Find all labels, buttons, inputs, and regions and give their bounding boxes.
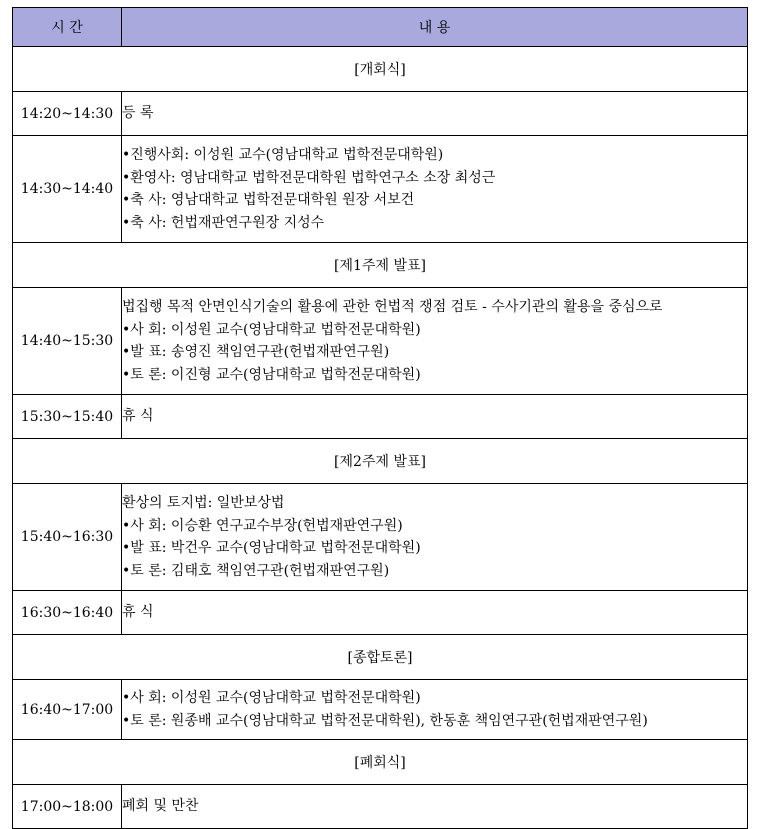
schedule-row — [13, 591, 748, 635]
schedule-row — [13, 288, 748, 395]
content-line: •발 표: 박건우 교수(영남대학교 법학전문대학원) — [122, 540, 421, 556]
content-line: •발 표: 송영진 책임연구관(헌법재판연구원) — [122, 344, 390, 360]
program-schedule-table — [12, 7, 748, 829]
section-row — [13, 740, 748, 785]
content-line: •토 론: 원종배 교수(영남대학교 법학전문대학원), 한동훈 책임연구관(헌법재판연구원) — [122, 712, 648, 729]
section-title: [개회식] — [13, 47, 748, 92]
content-line: •축 사: 헌법재판연구원장 지성수 — [122, 214, 325, 231]
section-row — [13, 635, 748, 680]
time-cell: 17:00~18:00 — [13, 785, 122, 829]
time-cell: 15:40~16:30 — [13, 484, 122, 591]
content-cell — [122, 680, 748, 740]
content-line: •사 회: 이성원 교수(영남대학교 법학전문대학원) — [122, 690, 421, 706]
content-cell — [122, 92, 748, 136]
section-title: [제1주제 발표] — [13, 243, 748, 288]
schedule-row — [13, 785, 748, 829]
time-cell: 14:40~15:30 — [13, 288, 122, 395]
content-line: •사 회: 이승환 연구교수부장(헌법재판연구원) — [122, 517, 403, 534]
content-cell — [122, 395, 748, 439]
table-header-row — [13, 8, 748, 47]
content-line: 폐회 및 만찬 — [122, 798, 199, 815]
content-cell — [122, 288, 748, 395]
content-line: •토 론: 김태호 책임연구관(헌법재판연구원) — [122, 562, 390, 579]
section-title: [제2주제 발표] — [13, 439, 748, 484]
section-title: [종합토론] — [13, 635, 748, 680]
content-line: •토 론: 이진형 교수(영남대학교 법학전문대학원) — [122, 366, 421, 383]
content-line: 환상의 토지법: 일반보상법 — [122, 495, 285, 511]
section-row — [13, 439, 748, 484]
content-cell — [122, 484, 748, 591]
content-cell — [122, 591, 748, 635]
schedule-row — [13, 395, 748, 439]
time-cell: 14:30~14:40 — [13, 136, 122, 243]
content-line: 휴 식 — [122, 604, 154, 621]
content-cell — [122, 785, 748, 829]
content-line: 휴 식 — [122, 408, 154, 425]
schedule-body — [13, 47, 748, 829]
section-row — [13, 243, 748, 288]
time-cell: 16:30~16:40 — [13, 591, 122, 635]
schedule-row — [13, 92, 748, 136]
time-cell: 15:30~15:40 — [13, 395, 122, 439]
content-line: 등 록 — [122, 105, 154, 122]
time-cell: 16:40~17:00 — [13, 680, 122, 740]
schedule-row — [13, 680, 748, 740]
content-line: •축 사: 영남대학교 법학전문대학원 원장 서보건 — [122, 192, 415, 208]
schedule-row — [13, 136, 748, 243]
header-content: 내 용 — [122, 8, 748, 47]
content-line: •진행사회: 이성원 교수(영남대학교 법학전문대학원) — [122, 147, 444, 163]
time-cell: 14:20~14:30 — [13, 92, 122, 136]
section-title: [폐회식] — [13, 740, 748, 785]
content-line: •환영사: 영남대학교 법학전문대학원 법학연구소 소장 최성근 — [122, 169, 496, 186]
schedule-row — [13, 484, 748, 591]
header-time: 시 간 — [13, 8, 122, 47]
content-line: 법집행 목적 안면인식기술의 활용에 관한 헌법적 쟁점 검토 - 수사기관의 활용을 중심으로 — [122, 299, 663, 315]
content-cell — [122, 136, 748, 243]
section-row — [13, 47, 748, 92]
content-line: •사 회: 이성원 교수(영남대학교 법학전문대학원) — [122, 321, 421, 338]
